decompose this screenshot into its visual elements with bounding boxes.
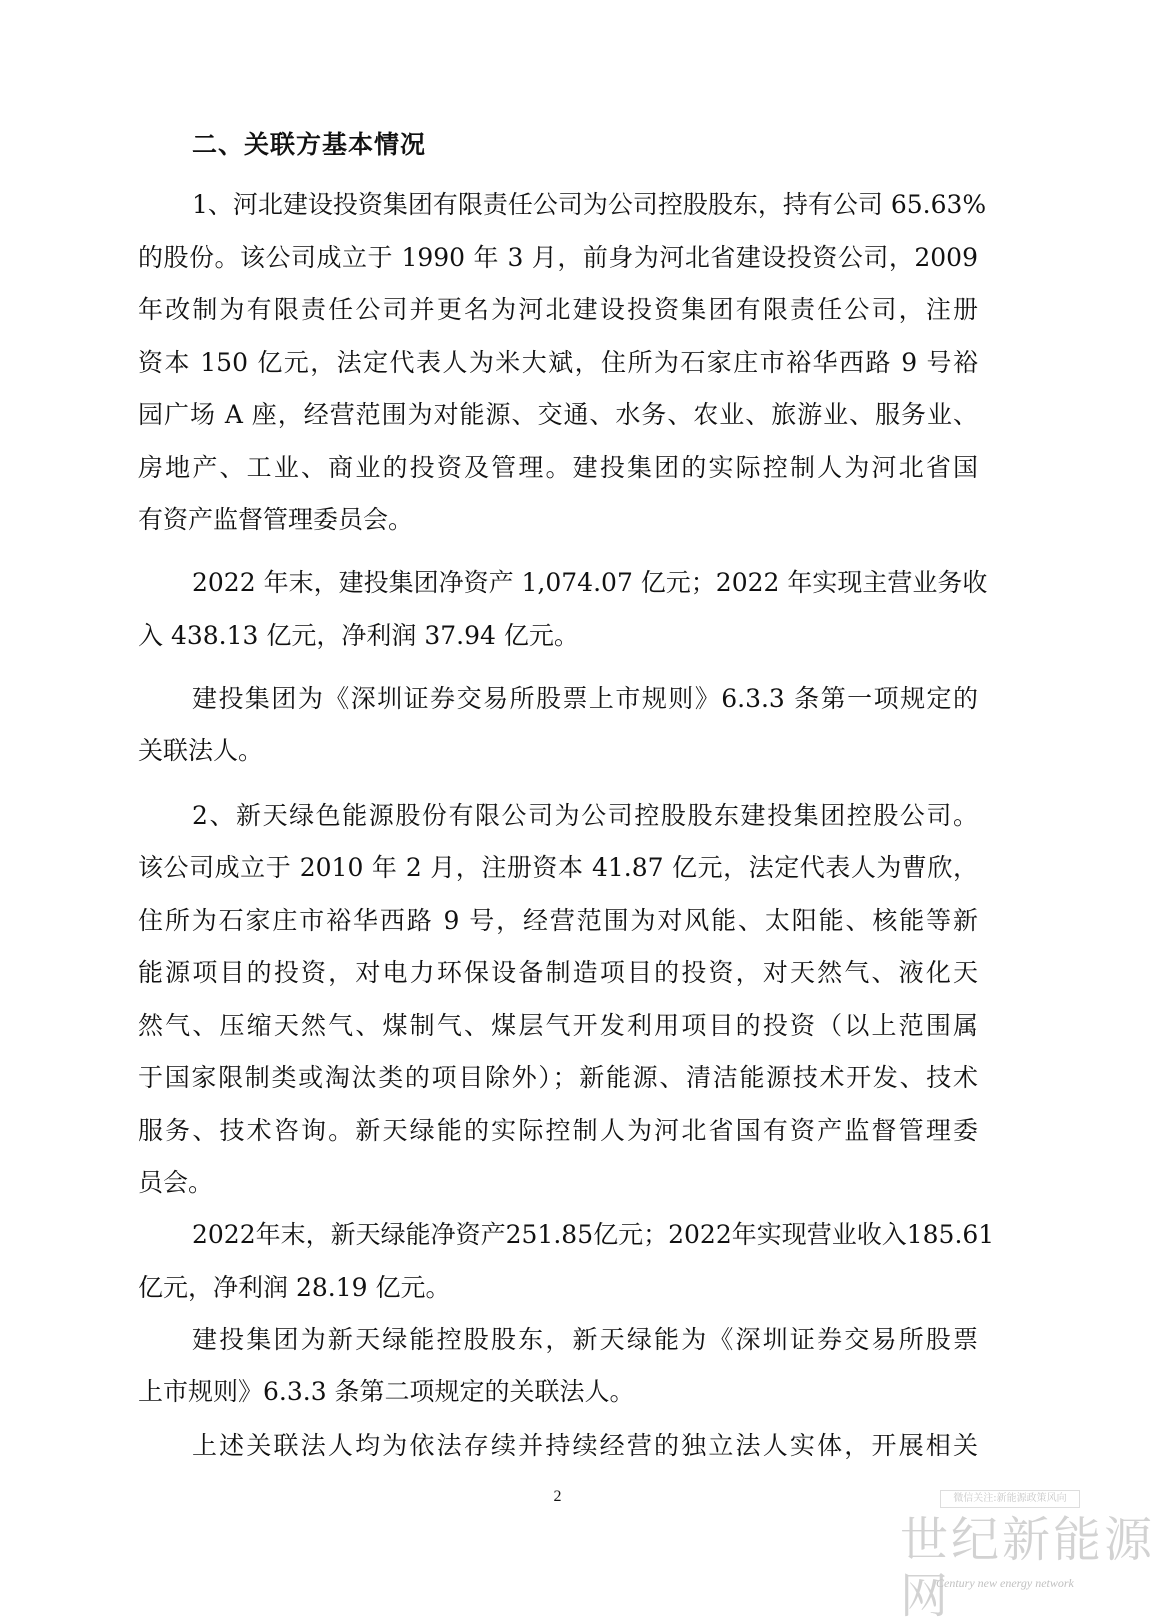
paragraph-line: 2、新天绿色能源股份有限公司为公司控股股东建投集团控股公司。	[192, 801, 978, 830]
paragraph-line: 建投集团为新天绿能控股股东，新天绿能为《深圳证券交易所股票	[192, 1325, 978, 1354]
paragraph-line: 亿元，净利润 28.19 亿元。	[138, 1273, 451, 1302]
paragraph-line: 房地产、工业、商业的投资及管理。建投集团的实际控制人为河北省国	[138, 453, 978, 482]
paragraph-line: 建投集团为《深圳证券交易所股票上市规则》6.3.3 条第一项规定的	[192, 684, 978, 713]
paragraph-line: 园广场 A 座，经营范围为对能源、交通、水务、农业、旅游业、服务业、	[138, 400, 978, 429]
paragraph-line: 关联法人。	[138, 736, 264, 765]
paragraph-line: 员会。	[138, 1168, 214, 1197]
paragraph-line: 资本 150 亿元，法定代表人为米大斌，住所为石家庄市裕华西路 9 号裕	[138, 348, 978, 377]
watermark-subtitle: Century new energy network	[936, 1576, 1074, 1590]
watermark-logo-text: 世纪新能源网	[900, 1512, 1155, 1624]
paragraph-line: 上市规则》6.3.3 条第二项规定的关联法人。	[138, 1377, 635, 1406]
paragraph-line: 然气、压缩天然气、煤制气、煤层气开发利用项目的投资（以上范围属	[138, 1011, 978, 1040]
paragraph-line: 入 438.13 亿元，净利润 37.94 亿元。	[138, 621, 579, 650]
paragraph-line: 2022 年末，建投集团净资产 1,074.07 亿元；2022 年实现主营业务收	[192, 568, 988, 597]
section-heading: 二、关联方基本情况	[192, 130, 427, 159]
paragraph-line: 住所为石家庄市裕华西路 9 号，经营范围为对风能、太阳能、核能等新	[138, 906, 978, 935]
paragraph-line: 服务、技术咨询。新天绿能的实际控制人为河北省国有资产监督管理委	[138, 1116, 978, 1145]
paragraph-line: 的股份。该公司成立于 1990 年 3 月，前身为河北省建设投资公司，2009	[138, 243, 978, 272]
paragraph-line: 该公司成立于 2010 年 2 月，注册资本 41.87 亿元，法定代表人为曹欣，	[138, 853, 978, 882]
page-number: 2	[553, 1488, 562, 1505]
paragraph-line: 能源项目的投资，对电力环保设备制造项目的投资，对天然气、液化天	[138, 958, 978, 987]
paragraph-line: 年改制为有限责任公司并更名为河北建设投资集团有限责任公司，注册	[138, 295, 978, 324]
paragraph-line: 上述关联法人均为依法存续并持续经营的独立法人实体，开展相关	[192, 1431, 978, 1460]
paragraph-line: 1、河北建设投资集团有限责任公司为公司控股股东，持有公司 65.63%	[192, 190, 987, 219]
paragraph-line: 于国家限制类或淘汰类的项目除外）；新能源、清洁能源技术开发、技术	[138, 1063, 978, 1092]
paragraph-line: 有资产监督管理委员会。	[138, 505, 414, 534]
paragraph-line: 2022年末，新天绿能净资产251.85亿元；2022年实现营业收入185.61	[192, 1220, 995, 1249]
watermark-caption: 微信关注:新能源政策风向	[940, 1490, 1080, 1508]
